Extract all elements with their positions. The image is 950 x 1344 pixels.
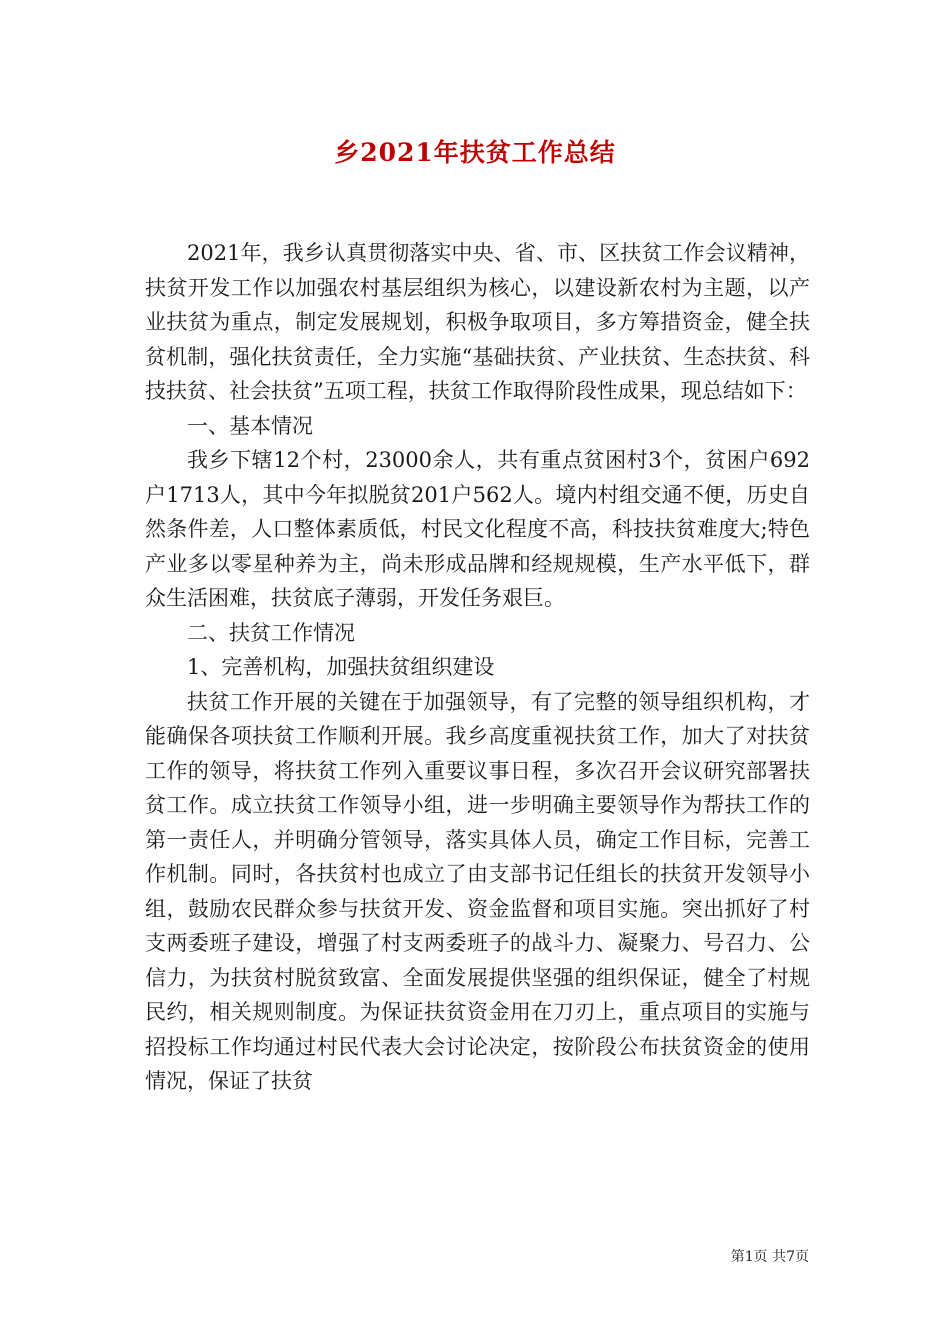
section-heading-work-situation: 二、扶贫工作情况	[187, 620, 355, 645]
page-number-footer: 第1页 共7页	[730, 1249, 809, 1265]
organization-paragraph: 扶贫工作开展的关键在于加强领导，有了完整的领导组织机构，才能确保各项扶贫工作顺利开展。我乡高度重视扶贫工作，加大了对扶贫工作的领导，将扶贫工作列入重要议事日程，多次召开会议研究部署扶贫工作。成立扶贫工作领导小组，进一步明确主要领导作为帮扶工作的第一责任人，并明确分管领导，落实具体人员，确定工作目标，完善工作机制。同时，各扶贫村也成立了由支部书记任组长的扶贫开发领导小组，鼓励农民群众参与扶贫开发、资金监督和项目实施。突出抓好了村支两委班子建设，增强了村支两委班子的战斗力、凝聚力、号召力、公信力，为扶贫村脱贫致富、全面发展提供坚强的组织保证，健全了村规民约，相关规则制度。为保证扶贫资金用在刀刃上，重点项目的实施与招投标工作均通过村民代表大会讨论决定，按阶段公布扶贫资金的使用情况，保证了扶贫	[145, 689, 810, 1093]
document-body	[145, 236, 810, 1099]
section-heading-basic-situation: 一、基本情况	[187, 413, 313, 438]
intro-paragraph: 2021年，我乡认真贯彻落实中央、省、市、区扶贫工作会议精神，扶贫开发工作以加强农村基层组织为核心，以建设新农村为主题，以产业扶贫为重点，制定发展规划，积极争取项目，多方筹措资金，健全扶贫机制，强化扶贫责任，全力实施“基础扶贫、产业扶贫、生态扶贫、科技扶贫、社会扶贫”五项工程，扶贫工作取得阶段性成果，现总结如下：	[145, 241, 810, 403]
basic-situation-paragraph: 我乡下辖12个村，23000余人，共有重点贫困村3个，贫困户692户1713人，其中今年拟脱贫201户562人。境内村组交通不便，历史自然条件差，人口整体素质低，村民文化程度不高，科技扶贫难度大;特色产业多以零星种养为主，尚未形成品牌和经规规模，生产水平低下，群众生活困难，扶贫底子薄弱，开发任务艰巨。	[145, 448, 810, 610]
subsection-heading-organization: 1、完善机构，加强扶贫组织建设	[187, 655, 495, 679]
document-title: 乡2021年扶贫工作总结	[334, 138, 616, 167]
